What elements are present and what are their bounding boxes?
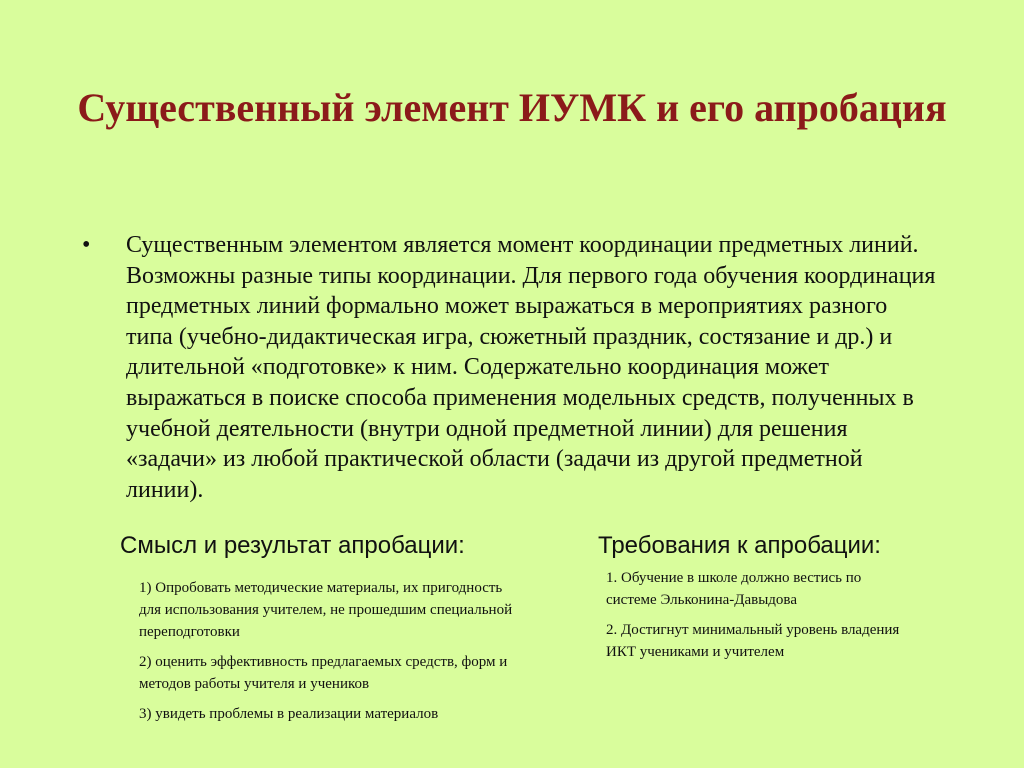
- slide-title: Существенный элемент ИУМК и его апробация: [77, 85, 947, 130]
- list-item: 2) оценить эффективность предлагаемых средств, форм и методов работы учителя и учеников: [139, 654, 508, 692]
- approbation-requirements-list: [606, 567, 906, 671]
- approbation-requirements-heading: Требования к апробации:: [598, 532, 881, 559]
- approbation-meaning-heading: Смысл и результат апробации:: [120, 532, 465, 559]
- list-item: 1) Опробовать методические материалы, их пригодность для использования учителем, не прошедшим специальной переподготовки: [139, 580, 513, 640]
- list-item: 2. Достигнут минимальный уровень владения ИКТ учениками и учителем: [606, 622, 900, 660]
- list-item: 3) увидеть проблемы в реализации материалов: [139, 706, 439, 722]
- bullet-text: Существенным элементом является момент координации предметных линий. Возможны разные типы координации. Для первого года обучения координация предметных линий формально может выражаться в мероприятиях разного типа (учебно-дидактическая игра, сюжетный праздник, состязание и др.) и длительной «подготовке» к ним. Содержательно координация может выражаться в поиске способа применения модельных средств, полученных в учебной деятельности (внутри одной предметной линии) для решения «задачи» из любой практической области (задачи из другой предметной линии).: [126, 232, 936, 503]
- bullet-marker: •: [82, 232, 91, 258]
- approbation-meaning-list: [139, 577, 519, 733]
- list-item: 1. Обучение в школе должно вестись по системе Эльконина-Давыдова: [606, 570, 862, 608]
